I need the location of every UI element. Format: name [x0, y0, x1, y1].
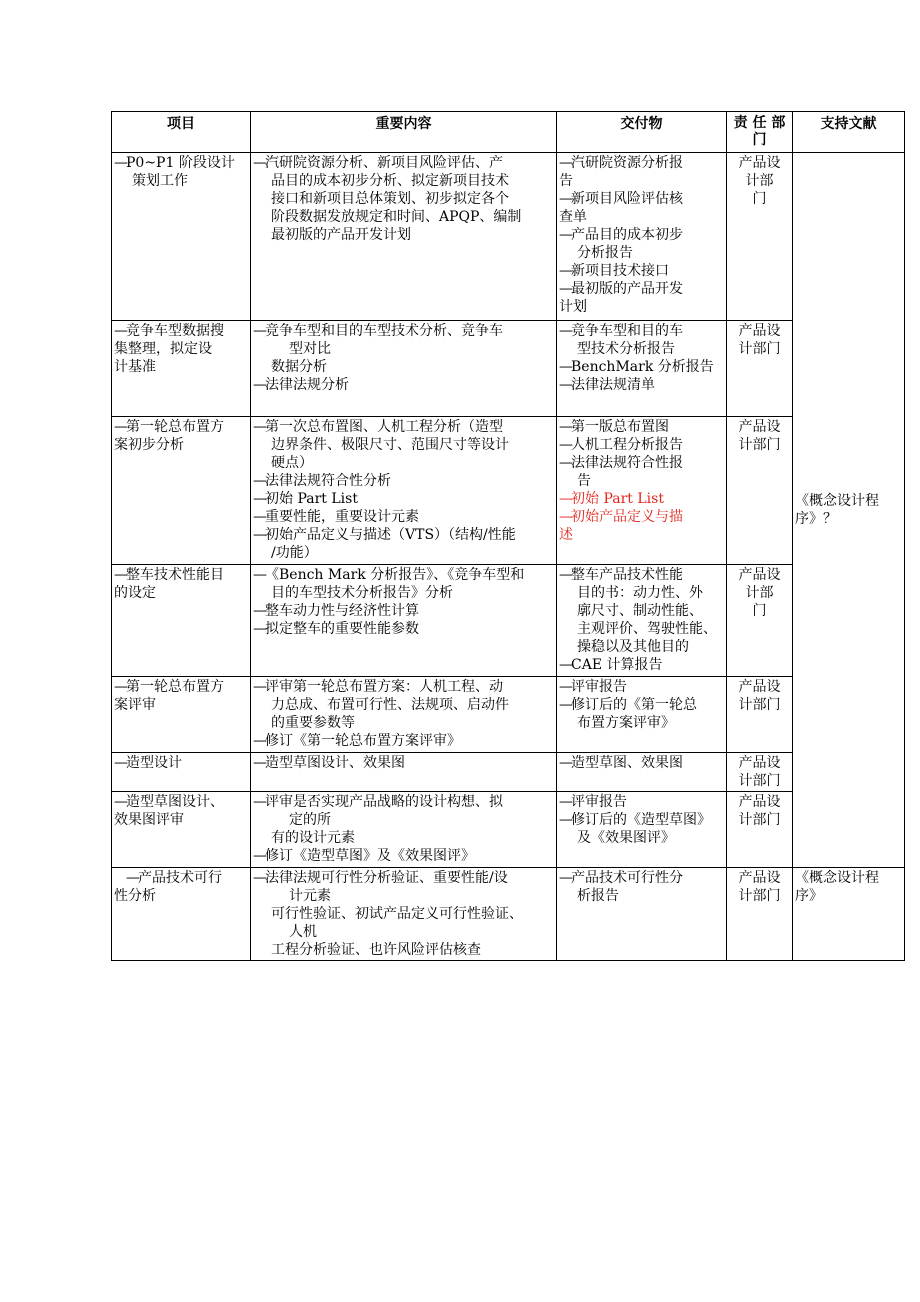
content-text: 边界条件、极限尺寸、范围尺寸等设计 — [271, 437, 509, 453]
support-text: 序》 — [795, 888, 823, 904]
item-cell — [112, 321, 251, 417]
item-cell — [112, 677, 251, 753]
deliverable-cell — [557, 565, 727, 677]
item-text: 性分析 — [114, 888, 156, 904]
table-row — [112, 677, 905, 753]
content-text: — 造型草图设计、效果图 — [253, 754, 554, 772]
item-text: — 整车技术性能目 — [114, 566, 248, 584]
header-item: 项目 — [112, 112, 251, 153]
support-text: 《概念设计程 — [795, 870, 879, 886]
content-cell — [251, 792, 557, 868]
support-merged-cell — [793, 153, 905, 868]
item-text: — 产品技术可行 — [114, 869, 248, 887]
content-text: 工程分析验证、也许风险评估核查 — [271, 942, 481, 958]
table-row — [112, 753, 905, 792]
dept-cell — [727, 417, 793, 565]
dept-text: 产品设 — [738, 679, 781, 695]
deliverable-cell — [557, 868, 727, 961]
deliverable-text: — 人机工程分析报告 — [559, 436, 724, 454]
deliverable-text: — 评审报告 — [559, 793, 724, 811]
content-cell — [251, 565, 557, 677]
content-text: /功能） — [271, 545, 318, 561]
content-cell — [251, 153, 557, 321]
item-cell — [112, 753, 251, 792]
content-text: 最初版的产品开发计划 — [271, 227, 411, 243]
deliverable-text: — 初始 Part List — [559, 490, 724, 508]
item-text: 的设定 — [114, 585, 156, 601]
deliverable-text: — 法律法规清单 — [559, 376, 724, 394]
table-row — [112, 792, 905, 868]
content-text: — 汽研院资源分析、新项目风险评估、产 — [253, 154, 554, 172]
deliverable-text: — 评审报告 — [559, 678, 724, 696]
item-text: 案初步分析 — [114, 437, 184, 453]
item-cell — [112, 868, 251, 961]
deliverable-text: 主观评价、驾驶性能、 — [577, 621, 717, 637]
item-text: 策划工作 — [132, 173, 188, 189]
content-text: 人机 — [289, 924, 317, 940]
dept-text: 计部门 — [738, 812, 781, 828]
header-support: 支持文献 — [793, 112, 905, 153]
deliverable-text: — 新项目技术接口 — [559, 262, 724, 280]
dept-cell — [727, 792, 793, 868]
content-text: — 评审是否实现产品战略的设计构想、拟 — [253, 793, 554, 811]
dept-text: 计部门 — [738, 773, 781, 789]
deliverable-text: — 产品技术可行性分 — [559, 869, 724, 887]
deliverable-text: 布置方案评审》 — [577, 715, 675, 731]
dept-text: 产品设 — [738, 323, 781, 339]
content-cell — [251, 677, 557, 753]
dept-text: 计部门 — [738, 697, 781, 713]
dept-text: 产品设 — [738, 567, 781, 583]
content-text: 品目的成本初步分析、拟定新项目技术 — [271, 173, 509, 189]
content-text: 数据分析 — [271, 359, 327, 375]
content-text: 目的车型技术分析报告》分析 — [271, 585, 453, 601]
support-text: 《概念设计程 — [795, 493, 879, 509]
dept-text: 门 — [752, 191, 767, 207]
content-text: 可行性验证、初试产品定义可行性验证、 — [271, 906, 523, 922]
dept-cell — [727, 321, 793, 417]
content-text: — 修订《造型草图》及《效果图评》 — [253, 847, 554, 865]
item-cell — [112, 565, 251, 677]
item-text: — 造型草图设计、 — [114, 793, 248, 811]
content-text: 有的设计元素 — [271, 830, 355, 846]
deliverable-text: — 初始产品定义与描 — [559, 508, 724, 526]
deliverable-text: — 修订后的《第一轮总 — [559, 696, 724, 714]
content-text: — 法律法规符合性分析 — [253, 472, 554, 490]
item-text: — P0~P1 阶段设计 — [114, 154, 248, 172]
item-cell — [112, 792, 251, 868]
dept-text: 计部 — [745, 173, 774, 189]
deliverable-text: — 修订后的《造型草图》 — [559, 811, 724, 829]
content-text: 型对比 — [289, 341, 331, 357]
item-text: 效果图评审 — [114, 812, 184, 828]
support-cell — [793, 868, 905, 961]
content-text: — 整车动力性与经济性计算 — [253, 602, 554, 620]
table-row — [112, 868, 905, 961]
content-text: — 重要性能，重要设计元素 — [253, 508, 554, 526]
deliverable-text: 型技术分析报告 — [577, 341, 675, 357]
dept-text: 产品设 — [738, 419, 781, 435]
dept-text: 产品设 — [738, 755, 781, 771]
item-text: 集整理，拟定设 — [114, 341, 212, 357]
deliverable-text: 廓尺寸、制动性能、 — [577, 603, 703, 619]
deliverable-text: — 新项目风险评估核 — [559, 190, 724, 208]
item-text: — 造型设计 — [114, 754, 248, 772]
process-table — [111, 111, 905, 961]
content-text: — 拟定整车的重要性能参数 — [253, 620, 554, 638]
deliverable-text: — 汽研院资源分析报 — [559, 154, 724, 172]
dept-cell — [727, 753, 793, 792]
deliverable-cell — [557, 753, 727, 792]
deliverable-cell — [557, 417, 727, 565]
table-row — [112, 321, 905, 417]
content-text: — 评审第一轮总布置方案：人机工程、动 — [253, 678, 554, 696]
item-text: 计基准 — [114, 359, 156, 375]
deliverable-text: — BenchMark 分析报告 — [559, 358, 724, 376]
content-cell — [251, 868, 557, 961]
dept-text: 门 — [752, 603, 767, 619]
deliverable-text: 操稳以及其他目的 — [577, 639, 689, 655]
item-text: — 竞争车型数据搜 — [114, 322, 248, 340]
deliverable-text: 告 — [577, 473, 591, 489]
content-text: — 竞争车型和目的车型技术分析、竞争车 — [253, 322, 554, 340]
deliverable-text: 析报告 — [577, 888, 619, 904]
header-row — [112, 112, 905, 153]
deliverable-text: 及《效果图评》 — [577, 830, 675, 846]
content-text: — 第一次总布置图、人机工程分析（造型 — [253, 418, 554, 436]
header-content: 重要内容 — [251, 112, 557, 153]
deliverable-cell — [557, 677, 727, 753]
deliverable-text: — 法律法规符合性报 — [559, 454, 724, 472]
content-text: — 法律法规可行性分析验证、重要性能/设 — [253, 869, 554, 887]
dept-text: 产品设 — [738, 794, 781, 810]
dept-text: 产品设 — [738, 155, 781, 171]
item-cell — [112, 417, 251, 565]
content-text: — 修订《第一轮总布置方案评审》 — [253, 732, 554, 750]
item-text: 案评审 — [114, 697, 156, 713]
deliverable-cell — [557, 153, 727, 321]
dept-cell — [727, 677, 793, 753]
content-text: 的重要参数等 — [271, 715, 355, 731]
header-dept: 责 任 部 门 — [727, 112, 793, 153]
support-text: 序》？ — [795, 511, 837, 527]
content-text: 阶段数据发放规定和时间、APQP、编制 — [271, 209, 522, 225]
item-text: — 第一轮总布置方 — [114, 418, 248, 436]
content-text: — 《Bench Mark 分析报告》、《竞争车型和 — [253, 566, 554, 584]
deliverable-text: — 竞争车型和目的车 — [559, 322, 724, 340]
dept-cell — [727, 565, 793, 677]
item-text: — 第一轮总布置方 — [114, 678, 248, 696]
dept-text: 计部门 — [738, 888, 781, 904]
deliverable-cell — [557, 321, 727, 417]
deliverable-text: — 整车产品技术性能 — [559, 566, 724, 584]
deliverable-text: — 最初版的产品开发 — [559, 280, 724, 298]
content-text: — 初始 Part List — [253, 490, 554, 508]
content-text: 力总成、布置可行性、法规项、启动件 — [271, 697, 509, 713]
header-deliverable: 交付物 — [557, 112, 727, 153]
table-row — [112, 565, 905, 677]
content-text: — 法律法规分析 — [253, 376, 554, 394]
content-text: 硬点） — [271, 455, 313, 471]
content-cell — [251, 321, 557, 417]
deliverable-text: 计划 — [559, 299, 587, 315]
content-cell — [251, 417, 557, 565]
content-text: 计元素 — [289, 888, 331, 904]
deliverable-text: 目的书：动力性、外 — [577, 585, 703, 601]
deliverable-text: 告 — [559, 173, 573, 189]
deliverable-text: 查单 — [559, 209, 587, 225]
content-text: — 初始产品定义与描述（VTS）（结构/性能 — [253, 526, 554, 544]
deliverable-text: — CAE 计算报告 — [559, 656, 724, 674]
deliverable-text: 分析报告 — [577, 245, 633, 261]
table-row — [112, 417, 905, 565]
dept-text: 产品设 — [738, 870, 781, 886]
item-cell — [112, 153, 251, 321]
content-text: 定的所 — [289, 812, 331, 828]
dept-cell — [727, 153, 793, 321]
deliverable-text: — 第一版总布置图 — [559, 418, 724, 436]
deliverable-text: — 产品目的成本初步 — [559, 226, 724, 244]
deliverable-text: 述 — [559, 527, 573, 543]
dept-cell — [727, 868, 793, 961]
dept-text: 计部 — [745, 585, 774, 601]
content-text: 接口和新项目总体策划、初步拟定各个 — [271, 191, 509, 207]
table-row — [112, 153, 905, 321]
content-cell — [251, 753, 557, 792]
deliverable-cell — [557, 792, 727, 868]
dept-text: 计部门 — [738, 341, 781, 357]
dept-text: 计部门 — [738, 437, 781, 453]
deliverable-text: — 造型草图、效果图 — [559, 754, 724, 772]
